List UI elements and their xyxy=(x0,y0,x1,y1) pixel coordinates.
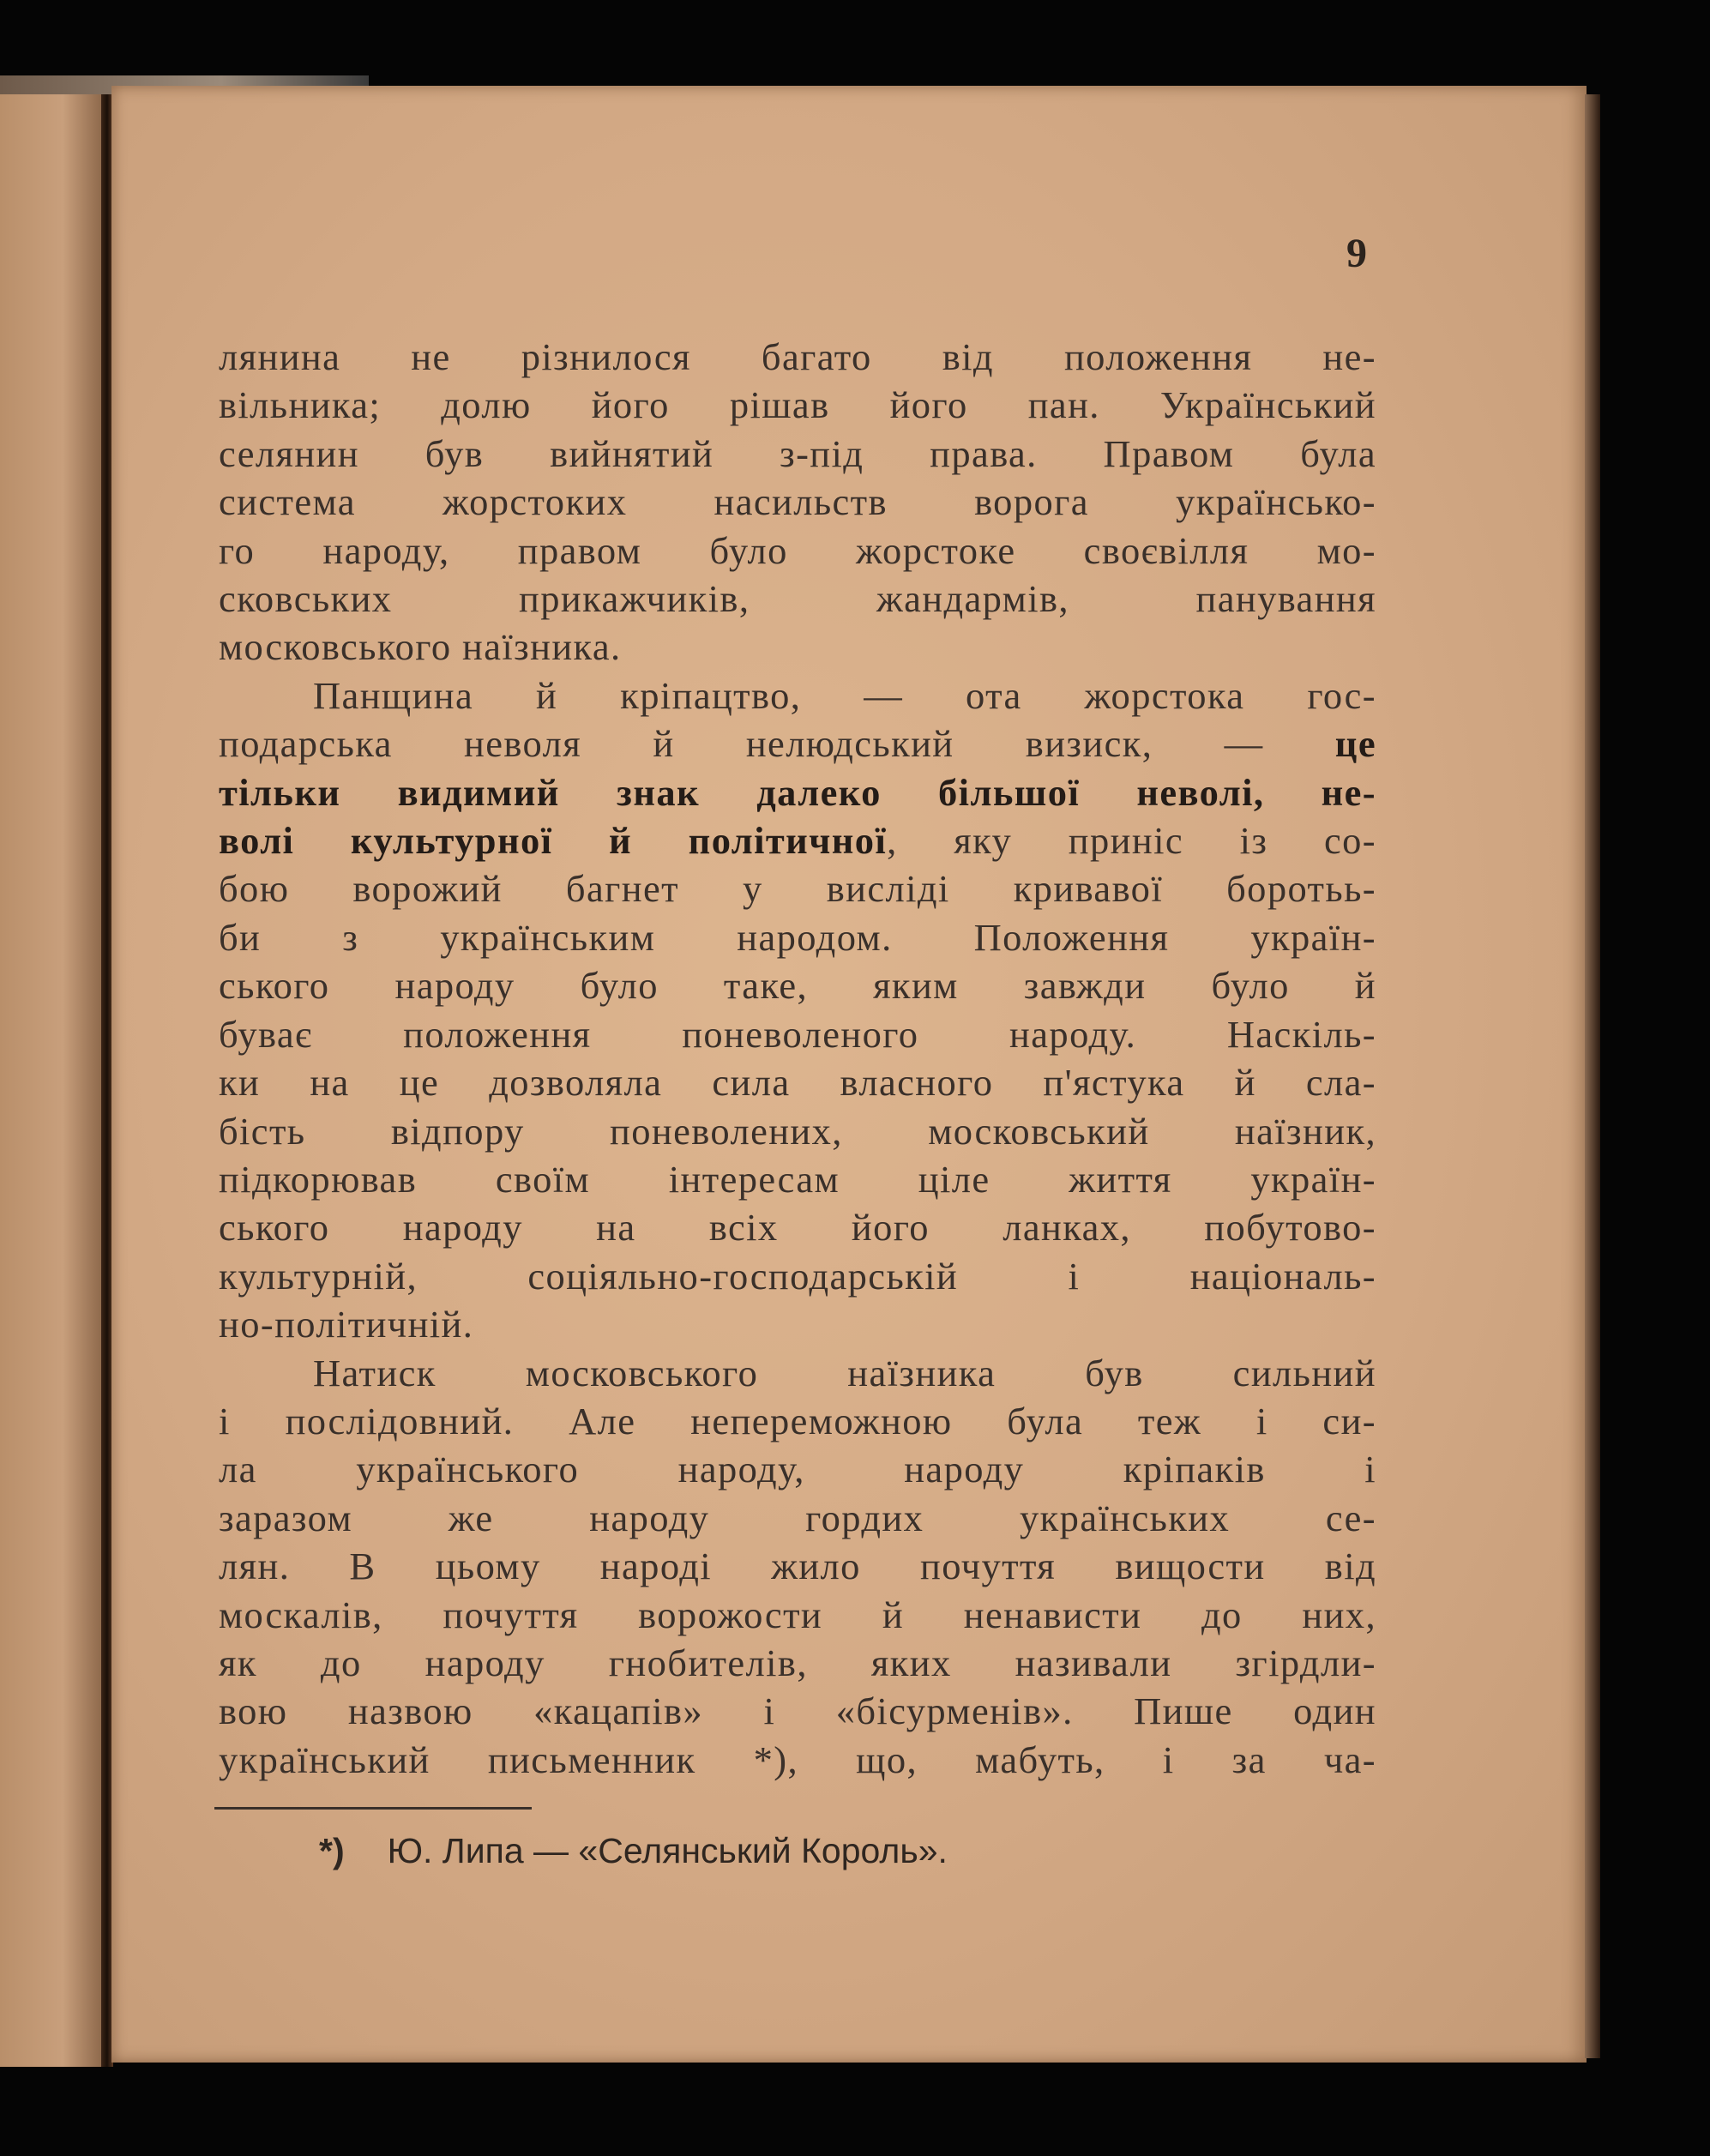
bold-text: тільки видимий знак далеко більшої неволі, не- xyxy=(219,770,1376,814)
previous-page-edge xyxy=(0,94,105,2067)
text-line: московського наїзника. xyxy=(219,625,622,669)
text-line: бість відпору поневолених, московський наїзник, xyxy=(219,1109,1376,1153)
text-line: лянина не різнилося багато від положення не- xyxy=(219,335,1376,378)
text-line: го народу, правом було жорстоке своєвілля мо- xyxy=(219,528,1376,572)
text-line: ла українського народу, народу кріпаків і xyxy=(219,1448,1376,1491)
body-text xyxy=(219,333,1376,1784)
footnote xyxy=(319,1827,948,1875)
text-line xyxy=(219,768,1376,816)
text-line: вільника; долю його рішав його пан. Український xyxy=(219,383,1376,427)
bold-text: волі культурної й політичної xyxy=(219,819,888,863)
text-line: український письменник *), що, мабуть, і за ча- xyxy=(219,1737,1376,1781)
text-line: москалів, почуття ворожости й ненависти до них, xyxy=(219,1593,1376,1636)
text-line: селянин був вийнятий з-під права. Правом була xyxy=(219,431,1376,475)
text-line: ського народу на всіх його ланках, побутово- xyxy=(219,1206,1376,1250)
text-line: система жорстоких насильств ворога українсько- xyxy=(219,480,1376,524)
text-line: підкорював своїм інтересам ціле життя україн- xyxy=(219,1157,1376,1201)
text-line: лян. В цьому народі жило почуття вищости від xyxy=(219,1545,1376,1588)
footnote-text: Ю. Липа — «Селянський Король». xyxy=(387,1831,948,1870)
text-line: Натиск московського наїзника був сильний xyxy=(313,1351,1376,1394)
text-line: би з українським народом. Положення україн- xyxy=(219,915,1376,959)
text-line: буває положення поневоленого народу. Наскіль- xyxy=(219,1012,1376,1056)
text-line: ки на це дозволяла сила власного п'ястука й сла- xyxy=(219,1061,1376,1105)
text-line: ського народу було таке, яким завжди було й xyxy=(219,964,1376,1008)
footnote-mark: *) xyxy=(319,1831,345,1870)
footnote-divider xyxy=(214,1807,532,1810)
text-line: но-політичній. xyxy=(219,1303,474,1346)
text-line: волі культурної й політичної, яку приніс із со- xyxy=(219,819,1376,863)
bold-text: це xyxy=(1334,722,1376,766)
text-line: і послідовний. Але непереможною була теж і си- xyxy=(219,1399,1376,1442)
text-line: вою назвою «кацапів» і «бісурменів». Пише один xyxy=(219,1689,1376,1733)
page-number: 9 xyxy=(1346,231,1367,276)
text-line: Панщина й кріпацтво, — ота жорстока гос- xyxy=(313,673,1376,717)
page-right-edge xyxy=(1585,94,1600,2058)
text-line: сковських прикажчиків, жандармів, панування xyxy=(219,577,1376,621)
text-line: як до народу гнобителів, яких називали згірдли- xyxy=(219,1641,1376,1684)
text-line: подарська неволя й нелюдський визиск, — це xyxy=(219,722,1376,766)
text-line: бою ворожий багнет у висліді кривавої боротьь- xyxy=(219,867,1376,911)
text-line: заразом же народу гордих українських се- xyxy=(219,1496,1376,1539)
text-line: культурній, соціяльно-господарській і національ- xyxy=(219,1254,1376,1298)
